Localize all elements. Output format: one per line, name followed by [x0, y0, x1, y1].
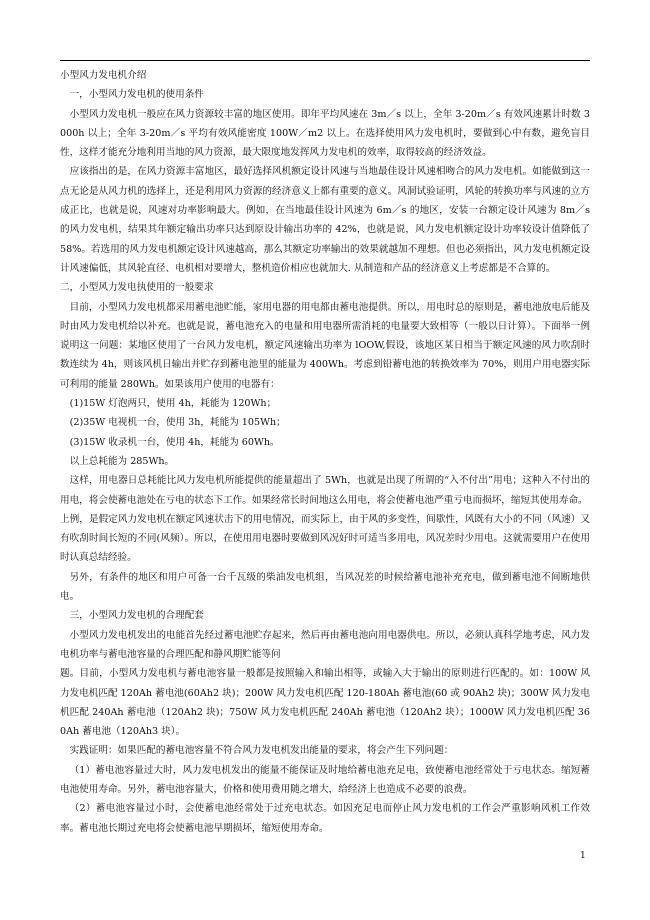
document-title: 小型风力发电机介绍 [60, 70, 147, 81]
section-3-paragraph-4: （1）蓄电池容量过大时，风力发电机发出的能量不能保证及时地给蓄电池充足电，致使蓄电池经常处于亏电状态。缩短蓄电池使用寿命。另外，蓄电池容量大，价格和使用费用随之增大，给经济上也造成不必要的浪费。 [60, 764, 590, 795]
total-energy: 以上总耗能为 285Wh。 [69, 455, 175, 467]
section-2-paragraph-4: 另外，有条件的地区和用户可备一台千瓦级的柴油发电机组，当风况差的时候给蓄电池补充充电，做到蓄电池不间断地供电。 [60, 571, 590, 603]
section-3-paragraph-1: 小型风力发电机发出的电能首先经过蓄电池贮存起来，然后再由蓄电池向用电器供电。所以，必须认真科学地考虑，风力发电机功率与蓄电池容量的合理匹配和静风期贮能等问 [60, 629, 590, 660]
section-2-paragraph-2: 这样，用电器日总耗能比风力发电机所能提供的能量超出了 5Wh，也就是出现了所谓的“入不付出”用电；这种入不付出的用电，将会使蓄电池处在亏电的状态下工作。如果经常长时间地这么用电，将会使蓄电池严重亏电而损坏，缩短其使用寿命。 [60, 475, 590, 506]
section-2-paragraph-3: 上例，是假定风力发电机在额定风速状击下的用电情况，而实际上，由于风的多变性，间歇性，风既有大小的不同（风速）又有吹刮时间长短的不同(风频）。所以，在使用用电器时要做到风况好时可适当多用电，风况差时少用电。这就需要用户在使用时认真总结经验。 [60, 513, 590, 564]
section-1-paragraph-2: 应该指出的是，在风力资源丰富地区，最好选择风机额定设计风速与当地最佳设计风速相吻合的风力发电机。如能做到这一点无论是从风力机的选择上，还是利用风力资源的经济意义上都有重要的意义。风洞试验证明，风轮的转换功率与风速的立方成正比，也就是说，风速对功率影响最大。例如，在当地最佳设计风速为 6m／s 的地区，安装一台额定设计风速为 8m／s 的风力发电机，结果其年额定输出功率只达到原设计输出功率的 42%，也就是说，风力发电机额定设计功率较设计值降低了 58%。若选用的风力发电机额定设计风速越高，那么其额定功率输出的效果就越加不理想。但也必须指出，风力发电机额定设计风速偏低，其风轮直径、电机相对要增大，整机造价相应也就加大. 从制造和产品的经济意义上考虑都是不合算的。 [60, 166, 590, 274]
section-1-heading: 一，小型风力发电机的使用条件 [69, 89, 204, 101]
section-3-paragraph-3: 实践证明：如果匹配的蓄电池容量不符合风力发电机发出能量的要求，将会产生下列问题： [69, 745, 454, 757]
appliance-item-3: (3)15W 收录机一台，使用 4h，耗能为 60Wh。 [69, 436, 280, 448]
appliance-item-2: (2)35W 电视机一台，使用 3h，耗能为 105Wh； [69, 417, 286, 429]
section-1-paragraph-1: 小型风力发电机一般应在风力资源较丰富的地区使用。即年平均风速在 3m／s 以上，全年 3-20m／s 有效风速累计时数 3000h 以上；全年 3-20m／s 平均有效风能密度 100W／m2 以上。在选择使用风力发电机时，要做到心中有数，避免盲目性，这样才能充分地利用当地的风力资源，最大限度地发挥风力发电机的效率，取得较高的经济效益。 [60, 108, 590, 159]
header-rule [60, 60, 590, 61]
section-3-heading: 三，小型风力发电机的合理配套 [69, 610, 204, 622]
section-3-paragraph-5: （2）蓄电池容量过小时，会使蓄电池经常处于过充电状态。如因充足电而停止风力发电机的工作会严重影响风机工作效率。蓄电池长期过充电将会使蓄电池早期损坏，缩短使用寿命。 [60, 803, 590, 834]
section-3-paragraph-2: 题。目前，小型风力发电机与蓄电池容量一般都是按照输入和输出相等，或输入大于输出的原则进行匹配的。如：100W 风力发电机匹配 120Ah 蓄电池(60Ah2 块)；200W 风力发电机匹配 120-180Ah 蓄电池(60 或 90Ah2 块)；300W 风力发电机匹配 240Ah 蓄电池（120Ah2 块)；750W 风力发电机匹配 240Ah 蓄电池（120Ah2 块）；1000W 风力发电机匹配 360Ah 蓄电池（120Ah3 块）。 [60, 668, 590, 738]
page-number: 1 [580, 851, 586, 861]
section-2-heading: 二，小型风力发电执使用的一般要求 [60, 282, 214, 294]
appliance-item-1: (1)15W 灯泡两只，使用 4h，耗能为 120Wh； [69, 398, 277, 410]
section-2-paragraph-1: 目前，小型风力发电机都采用蓄电池贮能，家用电器的用电都由蓄电池提供。所以，用电时总的原则是，蓄电池放电后能及时由风力发电机给以补充。也就是说，蓄电池充入的电量和用电器所需消耗的电量要大致相等（一般以日计算）。下面举一例说明这一问题：某地区使用了一台风力发电机，额定风速输出功率为 lOOW,假设，该地区某日相当于额定风速的风力吹刮时数连续为 4h，则该风机日输出并贮存到蓄电池里的能量为 400Wh。考虑到铅蓄电池的转换效率为 70%，则用户用电器实际可利用的能量 280Wh。如果该用户使用的电器有： [60, 301, 590, 390]
document-body [60, 66, 590, 838]
